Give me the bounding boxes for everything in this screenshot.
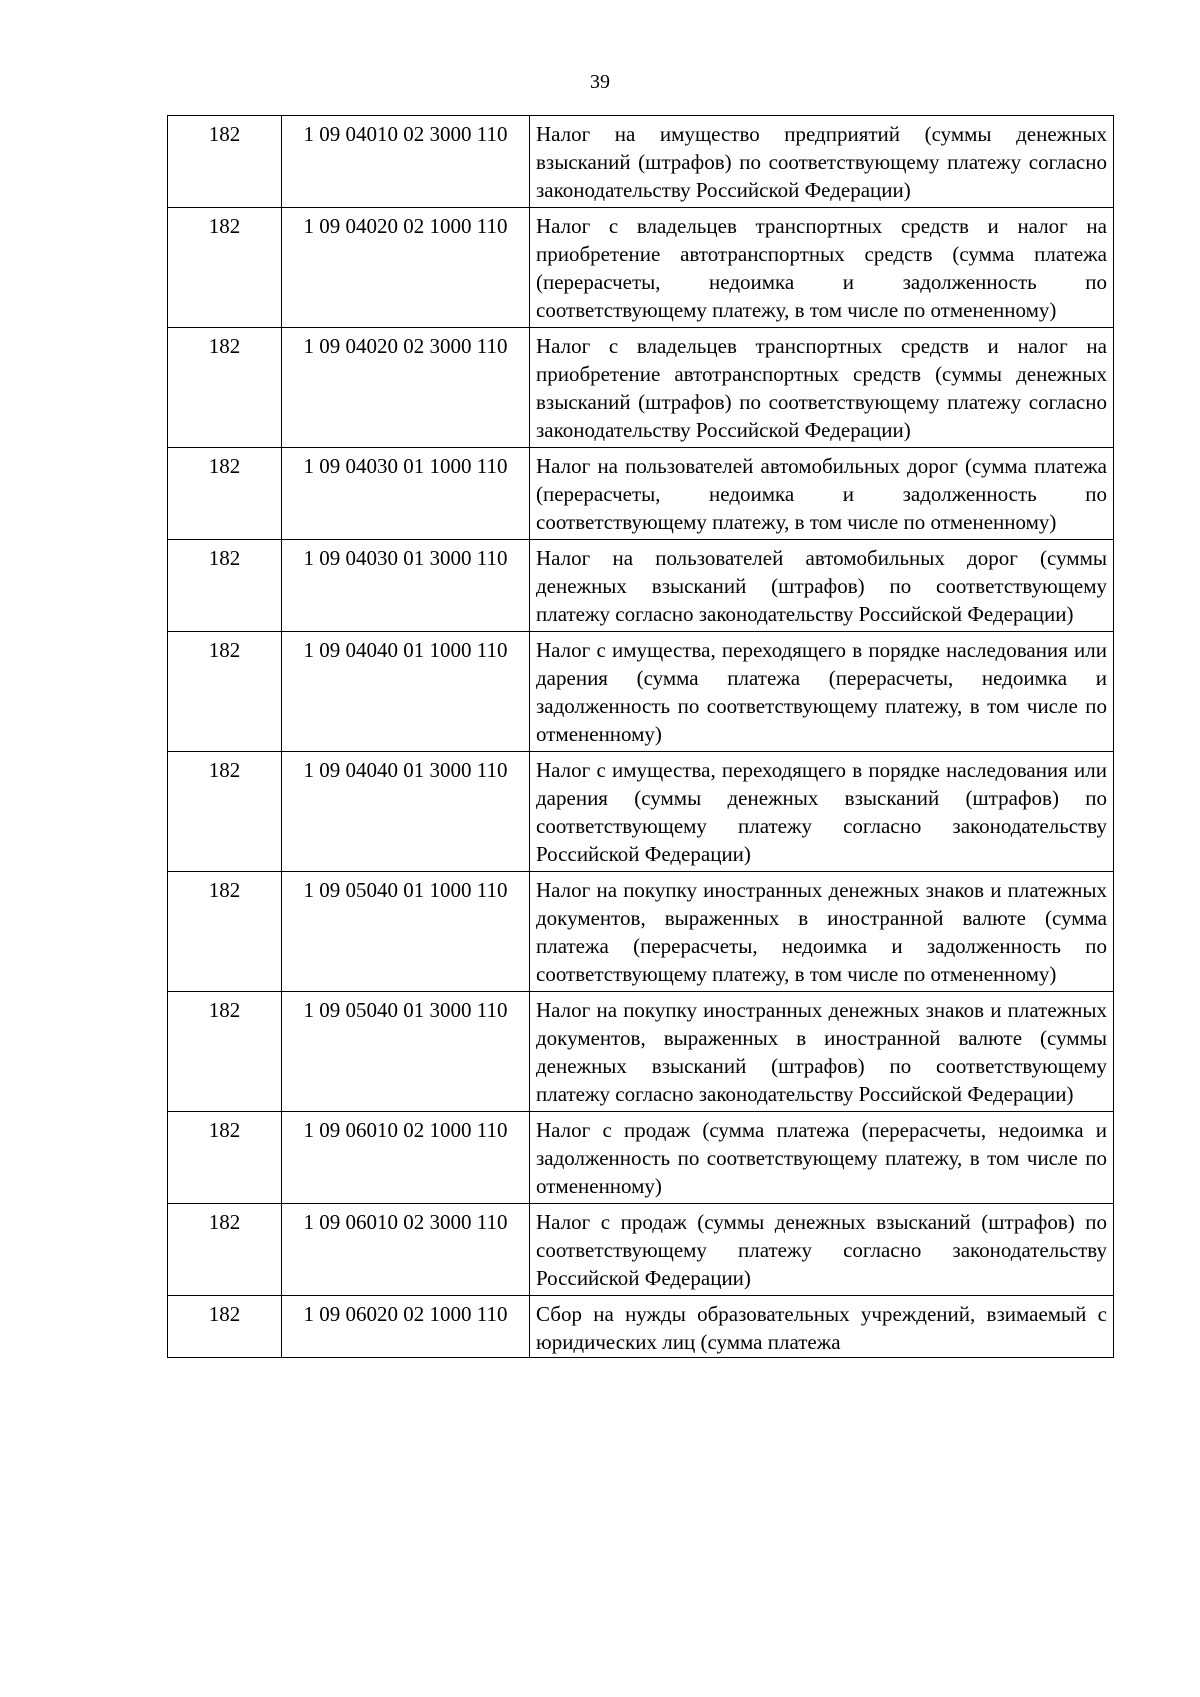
admin-code-cell: 182 — [168, 208, 282, 328]
admin-code-cell: 182 — [168, 448, 282, 540]
budget-code-cell: 1 09 06010 02 1000 110 — [282, 1112, 530, 1204]
page-number: 39 — [590, 71, 610, 93]
budget-code-cell: 1 09 04020 02 1000 110 — [282, 208, 530, 328]
admin-code-cell: 182 — [168, 992, 282, 1112]
income-name-cell: Налог на имущество предприятий (суммы денежных взысканий (штрафов) по соответствующему платежу согласно законодательству Российской Федерации) — [530, 116, 1114, 208]
table-row — [168, 1112, 1114, 1204]
income-name-cell: Налог с имущества, переходящего в порядке наследования или дарения (суммы денежных взысканий (штрафов) по соответствующему платежу согласно законодательству Российской Федерации) — [530, 752, 1114, 872]
income-name-cell: Налог с владельцев транспортных средств и налог на приобретение автотранспортных средств (сумма платежа (перерасчеты, недоимка и задолженность по соответствующему платежу, в том числе по отмененному) — [530, 208, 1114, 328]
table-row — [168, 1204, 1114, 1296]
income-name-cell: Сбор на нужды образовательных учреждений, взимаемый с юридических лиц (сумма платежа — [530, 1296, 1114, 1358]
budget-code-cell: 1 09 06020 02 1000 110 — [282, 1296, 530, 1358]
table-row — [168, 116, 1114, 208]
admin-code-cell: 182 — [168, 752, 282, 872]
admin-code-cell: 182 — [168, 116, 282, 208]
table-row — [168, 992, 1114, 1112]
table-row — [168, 208, 1114, 328]
income-name-cell: Налог с владельцев транспортных средств и налог на приобретение автотранспортных средств (суммы денежных взысканий (штрафов) по соответствующему платежу согласно законодательству Российской Федерации) — [530, 328, 1114, 448]
admin-code-cell: 182 — [168, 872, 282, 992]
table-row — [168, 448, 1114, 540]
admin-code-cell: 182 — [168, 1296, 282, 1358]
income-name-cell: Налог на пользователей автомобильных дорог (сумма платежа (перерасчеты, недоимка и задолженность по соответствующему платежу, в том числе по отмененному) — [530, 448, 1114, 540]
budget-code-cell: 1 09 06010 02 3000 110 — [282, 1204, 530, 1296]
admin-code-cell: 182 — [168, 328, 282, 448]
admin-code-cell: 182 — [168, 1112, 282, 1204]
budget-code-cell: 1 09 04030 01 3000 110 — [282, 540, 530, 632]
budget-classification-table — [167, 115, 1114, 1358]
budget-code-cell: 1 09 04030 01 1000 110 — [282, 448, 530, 540]
budget-code-cell: 1 09 05040 01 1000 110 — [282, 872, 530, 992]
income-name-cell: Налог с имущества, переходящего в порядке наследования или дарения (сумма платежа (перерасчеты, недоимка и задолженность по соответствующему платежу, в том числе по отмененному) — [530, 632, 1114, 752]
table-row — [168, 1296, 1114, 1358]
income-name-cell: Налог с продаж (суммы денежных взысканий (штрафов) по соответствующему платежу согласно законодательству Российской Федерации) — [530, 1204, 1114, 1296]
budget-code-cell: 1 09 05040 01 3000 110 — [282, 992, 530, 1112]
budget-code-cell: 1 09 04040 01 3000 110 — [282, 752, 530, 872]
income-name-cell: Налог на пользователей автомобильных дорог (суммы денежных взысканий (штрафов) по соответствующему платежу согласно законодательству Российской Федерации) — [530, 540, 1114, 632]
table-row — [168, 872, 1114, 992]
income-name-cell: Налог на покупку иностранных денежных знаков и платежных документов, выраженных в иностранной валюте (суммы денежных взысканий (штрафов) по соответствующему платежу согласно законодательству Российской Федерации) — [530, 992, 1114, 1112]
table-body — [168, 116, 1114, 1358]
admin-code-cell: 182 — [168, 632, 282, 752]
budget-code-cell: 1 09 04020 02 3000 110 — [282, 328, 530, 448]
table-row — [168, 752, 1114, 872]
budget-code-cell: 1 09 04040 01 1000 110 — [282, 632, 530, 752]
budget-code-cell: 1 09 04010 02 3000 110 — [282, 116, 530, 208]
admin-code-cell: 182 — [168, 1204, 282, 1296]
table-row — [168, 328, 1114, 448]
table-row — [168, 540, 1114, 632]
admin-code-cell: 182 — [168, 540, 282, 632]
table-row — [168, 632, 1114, 752]
income-name-cell: Налог с продаж (сумма платежа (перерасчеты, недоимка и задолженность по соответствующему платежу, в том числе по отмененному) — [530, 1112, 1114, 1204]
income-name-cell: Налог на покупку иностранных денежных знаков и платежных документов, выраженных в иностранной валюте (сумма платежа (перерасчеты, недоимка и задолженность по соответствующему платежу, в том числе по отмененному) — [530, 872, 1114, 992]
